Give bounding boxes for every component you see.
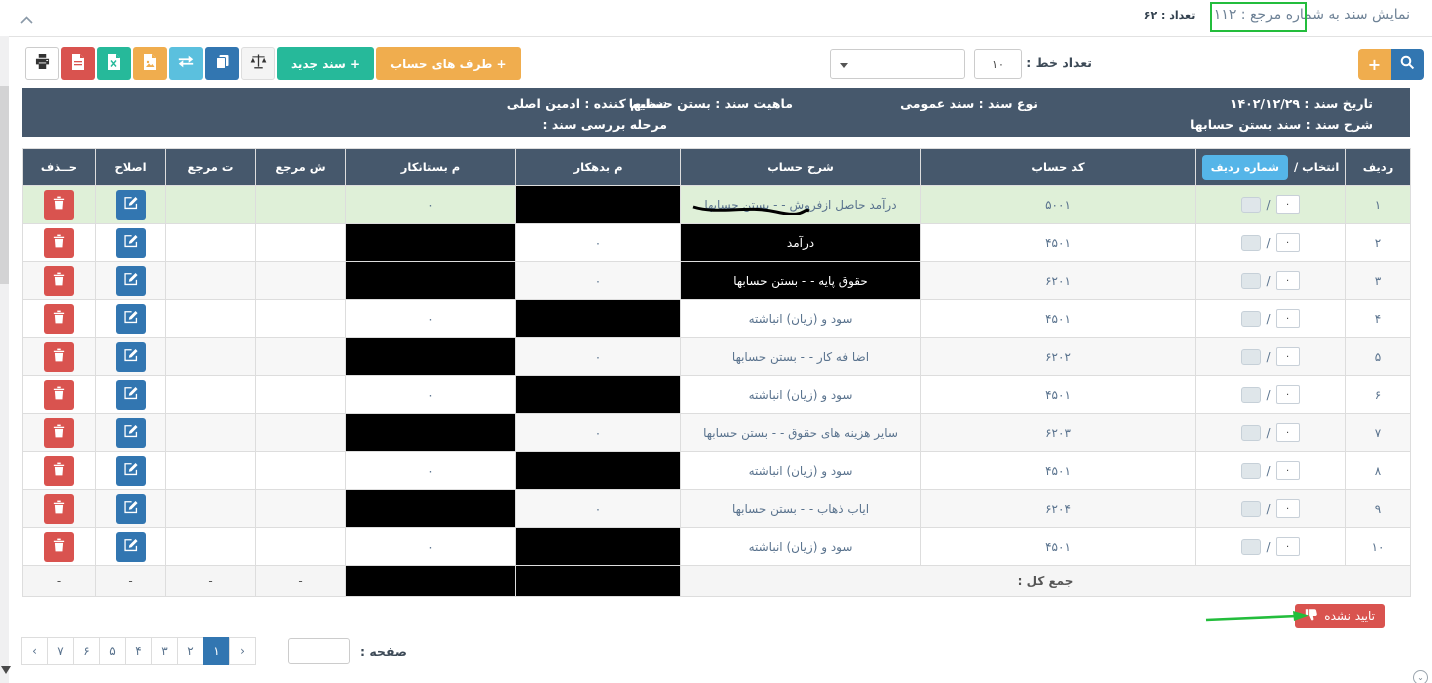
toolbar xyxy=(0,47,1432,83)
account-description: سود و (زیان) انباشته xyxy=(681,528,921,566)
line-count-label: تعداد خط : xyxy=(1026,55,1092,70)
ref-date-cell xyxy=(166,338,256,376)
total-delete: - xyxy=(23,566,96,597)
edit-icon xyxy=(124,272,138,290)
ref-no-cell xyxy=(256,414,346,452)
table-header-row xyxy=(23,149,1411,186)
ref-no-cell xyxy=(256,376,346,414)
trash-icon xyxy=(53,272,65,290)
edit-icon xyxy=(124,310,138,328)
pagination-prev[interactable]: ‹ xyxy=(21,637,48,665)
select-separator: / xyxy=(1266,539,1271,554)
col-credit: م بستانکار xyxy=(346,149,516,186)
account-code: ۶۲۰۴ xyxy=(921,490,1196,528)
credit-amount xyxy=(346,224,516,262)
edit-icon xyxy=(124,462,138,480)
pagination-page[interactable]: ۱ xyxy=(203,637,230,665)
select-separator: / xyxy=(1266,197,1271,212)
row-checkbox[interactable] xyxy=(1241,501,1261,517)
search-icon xyxy=(1400,55,1415,74)
credit-amount: ۰ xyxy=(346,528,516,566)
trash-icon xyxy=(53,310,65,328)
row-checkbox[interactable] xyxy=(1241,197,1261,213)
delete-cell xyxy=(23,376,96,414)
row-checkbox[interactable] xyxy=(1241,387,1261,403)
table-row xyxy=(23,452,1411,490)
document-info-band xyxy=(22,88,1410,137)
row-select-cell xyxy=(1196,452,1346,490)
new-document-label: سند جدید + xyxy=(291,56,361,71)
doc-review-stage: مرحله بررسی سند : xyxy=(542,117,667,132)
delete-button[interactable] xyxy=(44,418,74,448)
doc-date: تاریخ سند : ۱۴۰۲/۱۲/۲۹ xyxy=(1229,96,1373,111)
delete-button[interactable] xyxy=(44,380,74,410)
vertical-scrollbar[interactable] xyxy=(0,36,9,683)
search-group xyxy=(1358,49,1424,80)
doc-preparer-stage xyxy=(507,93,667,135)
row-checkbox[interactable] xyxy=(1241,311,1261,327)
doc-nature: ماهیت سند : بستن حسابها xyxy=(628,96,793,111)
pagination-page[interactable]: ۳ xyxy=(151,637,178,665)
ref-no-cell xyxy=(256,186,346,224)
toolbar-button-group xyxy=(25,47,521,80)
table-body xyxy=(23,186,1411,566)
debit-amount: ۰ xyxy=(516,414,681,452)
new-document-button[interactable] xyxy=(277,47,374,80)
row-checkbox[interactable] xyxy=(1241,273,1261,289)
table-row xyxy=(23,300,1411,338)
edit-cell xyxy=(96,490,166,528)
redaction-scribble xyxy=(691,203,811,215)
account-description: سود و (زیان) انباشته xyxy=(681,300,921,338)
row-index: ۸ xyxy=(1346,452,1411,490)
table-row xyxy=(23,262,1411,300)
line-count-input[interactable] xyxy=(974,49,1022,79)
excel-file-icon xyxy=(107,54,121,74)
edit-icon xyxy=(124,538,138,556)
debit-amount xyxy=(516,186,681,224)
edit-icon xyxy=(124,424,138,442)
delete-cell xyxy=(23,300,96,338)
select-separator: / xyxy=(1266,311,1271,326)
col-account-desc: شرح حساب xyxy=(681,149,921,186)
row-number-input[interactable]: ۰ xyxy=(1276,309,1300,328)
balance-scale-icon xyxy=(249,54,268,73)
ref-no-cell xyxy=(256,300,346,338)
pdf-file-icon xyxy=(71,54,85,74)
scrollbar-thumb[interactable] xyxy=(0,86,9,284)
row-number-input[interactable]: ۰ xyxy=(1276,195,1300,214)
trash-icon xyxy=(53,234,65,252)
annotation-rectangle xyxy=(1210,2,1307,32)
edit-button[interactable] xyxy=(116,380,146,410)
account-code: ۴۵۰۱ xyxy=(921,528,1196,566)
doc-date-desc xyxy=(1190,93,1373,135)
credit-amount xyxy=(346,338,516,376)
credit-amount xyxy=(346,262,516,300)
pagination-page[interactable]: ۷ xyxy=(47,637,74,665)
row-index: ۲ xyxy=(1346,224,1411,262)
select-separator: / xyxy=(1266,387,1271,402)
delete-cell xyxy=(23,224,96,262)
delete-button[interactable] xyxy=(44,532,74,562)
edit-icon xyxy=(124,500,138,518)
debit-amount: ۰ xyxy=(516,338,681,376)
account-description: درآمد حاصل ازفروش - - بستن حسابها xyxy=(681,186,921,224)
row-select-cell xyxy=(1196,224,1346,262)
divider xyxy=(9,36,1432,37)
total-edit: - xyxy=(96,566,166,597)
table-row xyxy=(23,490,1411,528)
edit-icon xyxy=(124,348,138,366)
edit-cell xyxy=(96,452,166,490)
edit-button[interactable] xyxy=(116,266,146,296)
page-title-text: نمایش سند به شماره مرجع : ۱۱۲ xyxy=(1213,7,1410,23)
col-edit: اصلاح xyxy=(96,149,166,186)
grand-total-label: جمع کل : xyxy=(681,566,1411,597)
ref-no-cell xyxy=(256,452,346,490)
row-select-cell xyxy=(1196,414,1346,452)
total-credit-redacted xyxy=(346,566,516,597)
delete-button[interactable] xyxy=(44,228,74,258)
col-account-code: کد حساب xyxy=(921,149,1196,186)
delete-cell xyxy=(23,452,96,490)
delete-cell xyxy=(23,528,96,566)
row-number-input[interactable]: ۰ xyxy=(1276,347,1300,366)
delete-button[interactable] xyxy=(44,342,74,372)
row-index: ۵ xyxy=(1346,338,1411,376)
account-description: سایر هزینه های حقوق - - بستن حسابها xyxy=(681,414,921,452)
row-index: ۳ xyxy=(1346,262,1411,300)
print-button[interactable] xyxy=(25,47,59,80)
trash-icon xyxy=(53,500,65,518)
balance-button[interactable] xyxy=(241,47,275,80)
row-index: ۶ xyxy=(1346,376,1411,414)
ref-date-cell xyxy=(166,452,256,490)
row-number-input[interactable]: ۰ xyxy=(1276,461,1300,480)
credit-amount: ۰ xyxy=(346,376,516,414)
delete-button[interactable] xyxy=(44,456,74,486)
edit-button[interactable] xyxy=(116,456,146,486)
row-checkbox[interactable] xyxy=(1241,539,1261,555)
printer-icon xyxy=(35,54,50,73)
trash-icon xyxy=(53,196,65,214)
ref-no-cell xyxy=(256,528,346,566)
annotation-arrow xyxy=(1205,610,1311,629)
account-description: اضا فه کار - - بستن حسابها xyxy=(681,338,921,376)
page-number-input[interactable] xyxy=(288,638,350,664)
copy-button[interactable] xyxy=(205,47,239,80)
pagination-next[interactable]: › xyxy=(229,637,256,665)
select-separator: / xyxy=(1266,425,1271,440)
export-image-button[interactable] xyxy=(133,47,167,80)
credit-amount: ۰ xyxy=(346,452,516,490)
delete-cell xyxy=(23,338,96,376)
edit-cell xyxy=(96,338,166,376)
row-number-input[interactable]: ۰ xyxy=(1276,271,1300,290)
trash-icon xyxy=(53,462,65,480)
row-checkbox[interactable] xyxy=(1241,425,1261,441)
row-select-cell xyxy=(1196,490,1346,528)
copy-icon xyxy=(215,54,230,73)
credit-amount: ۰ xyxy=(346,300,516,338)
col-delete: حــذف xyxy=(23,149,96,186)
record-count: تعداد : ۶۲ xyxy=(1143,9,1196,22)
table-row xyxy=(23,338,1411,376)
delete-cell xyxy=(23,186,96,224)
delete-button[interactable] xyxy=(44,266,74,296)
chevron-down-icon xyxy=(840,63,848,68)
doc-type: نوع سند : سند عمومی xyxy=(900,96,1038,111)
ref-date-cell xyxy=(166,414,256,452)
edit-cell xyxy=(96,224,166,262)
trash-icon xyxy=(53,424,65,442)
ref-no-cell xyxy=(256,338,346,376)
account-code: ۴۵۰۱ xyxy=(921,376,1196,414)
row-select-cell xyxy=(1196,338,1346,376)
exchange-button[interactable] xyxy=(169,47,203,80)
account-code: ۴۵۰۱ xyxy=(921,452,1196,490)
ref-no-cell xyxy=(256,490,346,528)
account-code: ۴۵۰۱ xyxy=(921,300,1196,338)
row-number-input[interactable]: ۰ xyxy=(1276,423,1300,442)
edit-button[interactable] xyxy=(116,532,146,562)
row-select-cell xyxy=(1196,186,1346,224)
edit-button[interactable] xyxy=(116,304,146,334)
debit-amount: ۰ xyxy=(516,262,681,300)
ref-no-cell xyxy=(256,224,346,262)
row-number-input[interactable]: ۰ xyxy=(1276,233,1300,252)
row-select-cell xyxy=(1196,262,1346,300)
table-row xyxy=(23,414,1411,452)
entries-table xyxy=(22,148,1411,597)
table-row xyxy=(23,224,1411,262)
select-separator: / xyxy=(1266,501,1271,516)
debit-amount xyxy=(516,376,681,414)
account-code: ۴۵۰۱ xyxy=(921,224,1196,262)
ref-date-cell xyxy=(166,224,256,262)
col-ref-date: ت مرجع xyxy=(166,149,256,186)
col-ref-no: ش مرجع xyxy=(256,149,346,186)
col-select-label: انتخاب / xyxy=(1293,160,1340,174)
row-select-cell xyxy=(1196,376,1346,414)
ref-date-cell xyxy=(166,490,256,528)
account-code: ۶۲۰۲ xyxy=(921,338,1196,376)
doc-preparer: تنظیم کننده : ادمین اصلی xyxy=(506,96,667,111)
table-row xyxy=(23,376,1411,414)
select-separator: / xyxy=(1266,273,1271,288)
trash-icon xyxy=(53,538,65,556)
edit-button[interactable] xyxy=(116,190,146,220)
edit-icon xyxy=(124,196,138,214)
image-file-icon xyxy=(143,54,157,74)
select-separator: / xyxy=(1266,349,1271,364)
account-description: درآمد xyxy=(681,224,921,262)
edit-button[interactable] xyxy=(116,494,146,524)
ref-date-cell xyxy=(166,262,256,300)
account-description: حقوق پایه - - بستن حسابها xyxy=(681,262,921,300)
row-select-cell xyxy=(1196,528,1346,566)
row-number-input[interactable]: ۰ xyxy=(1276,499,1300,518)
account-parties-button[interactable] xyxy=(376,47,521,80)
row-checkbox[interactable] xyxy=(1241,349,1261,365)
scroll-down-circle-icon[interactable]: ⌄ xyxy=(1413,670,1428,683)
account-description: ایاب ذهاب - - بستن حسابها xyxy=(681,490,921,528)
pagination-pages xyxy=(48,637,230,665)
delete-cell xyxy=(23,414,96,452)
delete-cell xyxy=(23,262,96,300)
doc-description: شرح سند : سند بستن حسابها xyxy=(1190,117,1373,132)
debit-amount: ۰ xyxy=(516,224,681,262)
total-debit-redacted xyxy=(516,566,681,597)
account-description: سود و (زیان) انباشته xyxy=(681,376,921,414)
plus-icon: + xyxy=(1367,55,1382,74)
edit-button[interactable] xyxy=(116,228,146,258)
table-row xyxy=(23,186,1411,224)
ref-no-cell xyxy=(256,262,346,300)
delete-button[interactable] xyxy=(44,494,74,524)
row-checkbox[interactable] xyxy=(1241,463,1261,479)
ref-date-cell xyxy=(166,528,256,566)
account-code: ۶۲۰۱ xyxy=(921,262,1196,300)
export-excel-button[interactable] xyxy=(97,47,131,80)
debit-amount xyxy=(516,300,681,338)
edit-cell xyxy=(96,528,166,566)
row-select-cell xyxy=(1196,300,1346,338)
edit-cell xyxy=(96,414,166,452)
col-debit: م بدهکار xyxy=(516,149,681,186)
credit-amount xyxy=(346,414,516,452)
caret-down-icon xyxy=(1,666,11,674)
search-button[interactable] xyxy=(1391,49,1424,80)
edit-icon xyxy=(124,386,138,404)
debit-amount xyxy=(516,452,681,490)
totals-row xyxy=(23,566,1411,597)
edit-button[interactable] xyxy=(116,418,146,448)
ref-date-cell xyxy=(166,186,256,224)
not-approved-label: تایید نشده xyxy=(1324,609,1375,623)
account-code: ۶۲۰۳ xyxy=(921,414,1196,452)
chevron-up-icon[interactable] xyxy=(20,9,33,28)
select-separator: / xyxy=(1266,463,1271,478)
account-description: سود و (زیان) انباشته xyxy=(681,452,921,490)
row-index: ۴ xyxy=(1346,300,1411,338)
pagination-page[interactable]: ۵ xyxy=(99,637,126,665)
total-ref-no: - xyxy=(256,566,346,597)
pagination-page[interactable]: ۴ xyxy=(125,637,152,665)
pagination xyxy=(22,637,407,665)
col-select xyxy=(1196,149,1346,186)
edit-cell xyxy=(96,300,166,338)
trash-icon xyxy=(53,348,65,366)
lines-select[interactable] xyxy=(830,49,965,79)
row-checkbox[interactable] xyxy=(1241,235,1261,251)
edit-cell xyxy=(96,376,166,414)
row-index: ۷ xyxy=(1346,414,1411,452)
account-code: ۵۰۰۱ xyxy=(921,186,1196,224)
row-number-input[interactable]: ۰ xyxy=(1276,537,1300,556)
row-number-input[interactable]: ۰ xyxy=(1276,385,1300,404)
delete-button[interactable] xyxy=(44,190,74,220)
row-index: ۱۰ xyxy=(1346,528,1411,566)
ref-date-cell xyxy=(166,376,256,414)
delete-button[interactable] xyxy=(44,304,74,334)
debit-amount: ۰ xyxy=(516,490,681,528)
edit-icon xyxy=(124,234,138,252)
credit-amount: ۰ xyxy=(346,186,516,224)
edit-cell xyxy=(96,186,166,224)
row-index: ۱ xyxy=(1346,186,1411,224)
table-row xyxy=(23,528,1411,566)
page-label: صفحه : xyxy=(360,643,408,659)
pagination-page[interactable]: ۶ xyxy=(73,637,100,665)
ref-date-cell xyxy=(166,300,256,338)
edit-button[interactable] xyxy=(116,342,146,372)
credit-amount xyxy=(346,490,516,528)
account-parties-label: طرف های حساب + xyxy=(390,56,507,71)
exchange-icon xyxy=(177,55,195,72)
row-number-button[interactable]: شماره ردیف xyxy=(1202,155,1288,180)
export-pdf-button[interactable] xyxy=(61,47,95,80)
pagination-page[interactable]: ۲ xyxy=(177,637,204,665)
col-row: ردیف xyxy=(1346,149,1411,186)
trash-icon xyxy=(53,386,65,404)
total-ref-date: - xyxy=(166,566,256,597)
add-button[interactable] xyxy=(1358,49,1391,80)
row-index: ۹ xyxy=(1346,490,1411,528)
select-separator: / xyxy=(1266,235,1271,250)
delete-cell xyxy=(23,490,96,528)
debit-amount xyxy=(516,528,681,566)
edit-cell xyxy=(96,262,166,300)
